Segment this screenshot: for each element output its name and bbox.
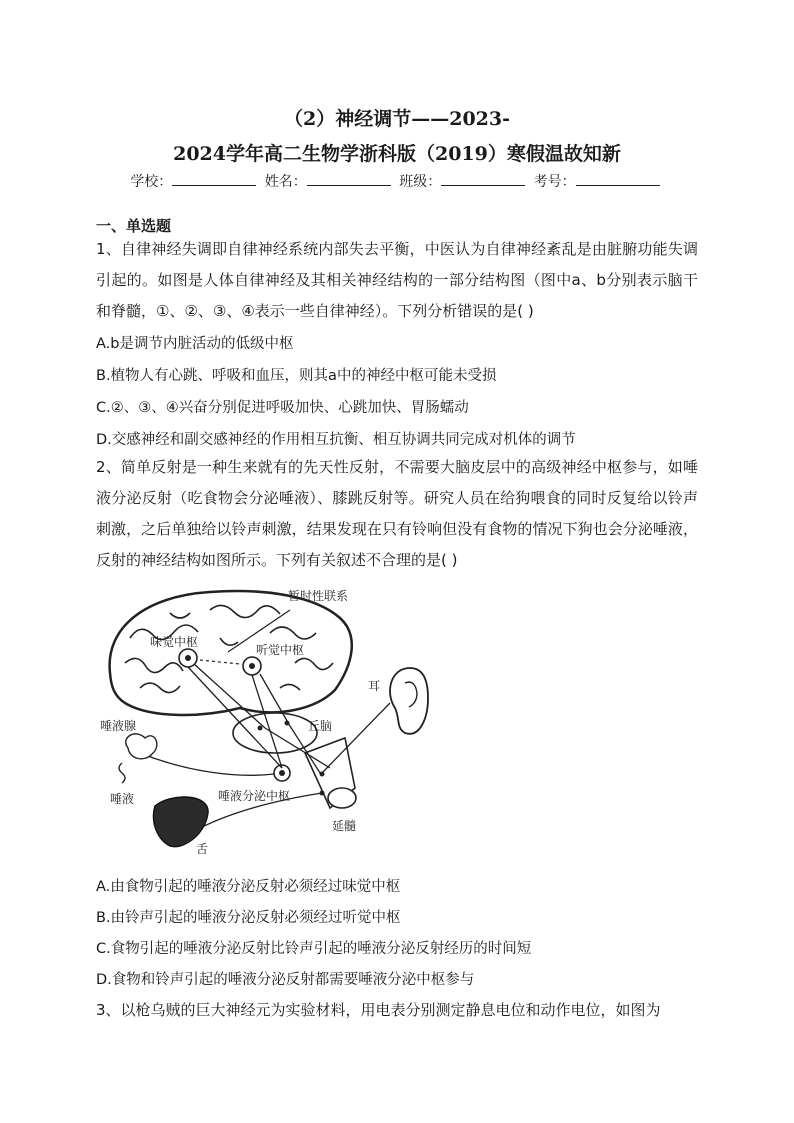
question-1-option-c: C.②、③、④兴奋分别促进呼吸加快、心跳加快、胃肠蠕动 [96,400,469,416]
question-1-option-b: B.植物人有心跳、呼吸和血压，则其a中的神经中枢可能未受损 [96,368,497,384]
name-blank[interactable] [307,172,391,186]
label-salivation-center: 唾液分泌中枢 [218,789,291,803]
label-tongue: 舌 [196,842,209,856]
name-label: 姓名： [264,174,307,190]
label-taste-center: 味觉中枢 [150,635,199,649]
page-title-line2: 2024学年高二生物学浙科版（2019）寒假温故知新 [173,143,621,165]
label-thalamus: 丘脑 [308,719,333,733]
salivary-gland [126,734,157,759]
reflex-diagram-svg [100,578,450,858]
question-2-option-a: A.由食物引起的唾液分泌反射必须经过味觉中枢 [96,879,401,895]
label-hearing-center: 听觉中枢 [256,643,305,657]
label-salivary-gland: 唾液腺 [100,719,137,733]
label-saliva: 唾液 [110,792,135,806]
class-label: 班级： [399,174,442,190]
question-1-option-d: D.交感神经和副交感神经的作用相互抗衡、相互协调共同完成对机体的调节 [96,432,576,448]
question-1-stem: 1、自律神经失调即自律神经系统内部失去平衡，中医认为自律神经紊乱是由脏腑功能失调引起的。如图是人体自律神经及其相关神经结构的一部分结构图（图中a、b分别表示脑干和脊髓，①、②、③、④表示一些自律神经）。下列分析错误的是( ) [96,240,698,320]
question-2-option-c: C.食物引起的唾液分泌反射比铃声引起的唾液分泌反射经历的时间短 [96,941,532,957]
reflex-diagram [100,578,450,858]
exam-number-label: 考号： [533,174,576,190]
label-medulla: 延髓 [332,819,357,833]
question-2-option-b: B.由铃声引起的唾液分泌反射必须经过听觉中枢 [96,910,401,926]
tongue [153,797,208,847]
question-1-option-a: A.b是调节内脏活动的低级中枢 [96,336,294,352]
ear [390,668,428,734]
question-2-stem: 2、简单反射是一种生来就有的先天性反射，不需要大脑皮层中的高级神经中枢参与，如唾液分泌反射（吃食物会分泌唾液）、膝跳反射等。研究人员在给狗喂食的同时反复给以铃声刺激，之后单独给以铃声刺激，结果发现在只有铃响但没有食物的情况下狗也会分泌唾液，反射的神经结构如图所示。下列有关叙述不合理的是( ) [96,458,698,569]
section-heading: 一、单选题 [96,217,172,235]
class-blank[interactable] [441,172,525,186]
page-title-line1: （2）神经调节——2023- [284,108,510,130]
school-blank[interactable] [172,172,256,186]
exam-number-blank[interactable] [576,172,660,186]
question-3-stem: 3、以枪乌贼的巨大神经元为实验材料，用电表分别测定静息电位和动作电位，如图为 [96,1001,661,1019]
school-label: 学校： [130,174,173,190]
question-2-option-d: D.食物和铃声引起的唾液分泌反射都需要唾液分泌中枢参与 [96,972,475,988]
student-info-row [0,171,794,191]
label-temporary-link: 暂时性联系 [288,589,349,603]
label-ear: 耳 [368,679,381,693]
